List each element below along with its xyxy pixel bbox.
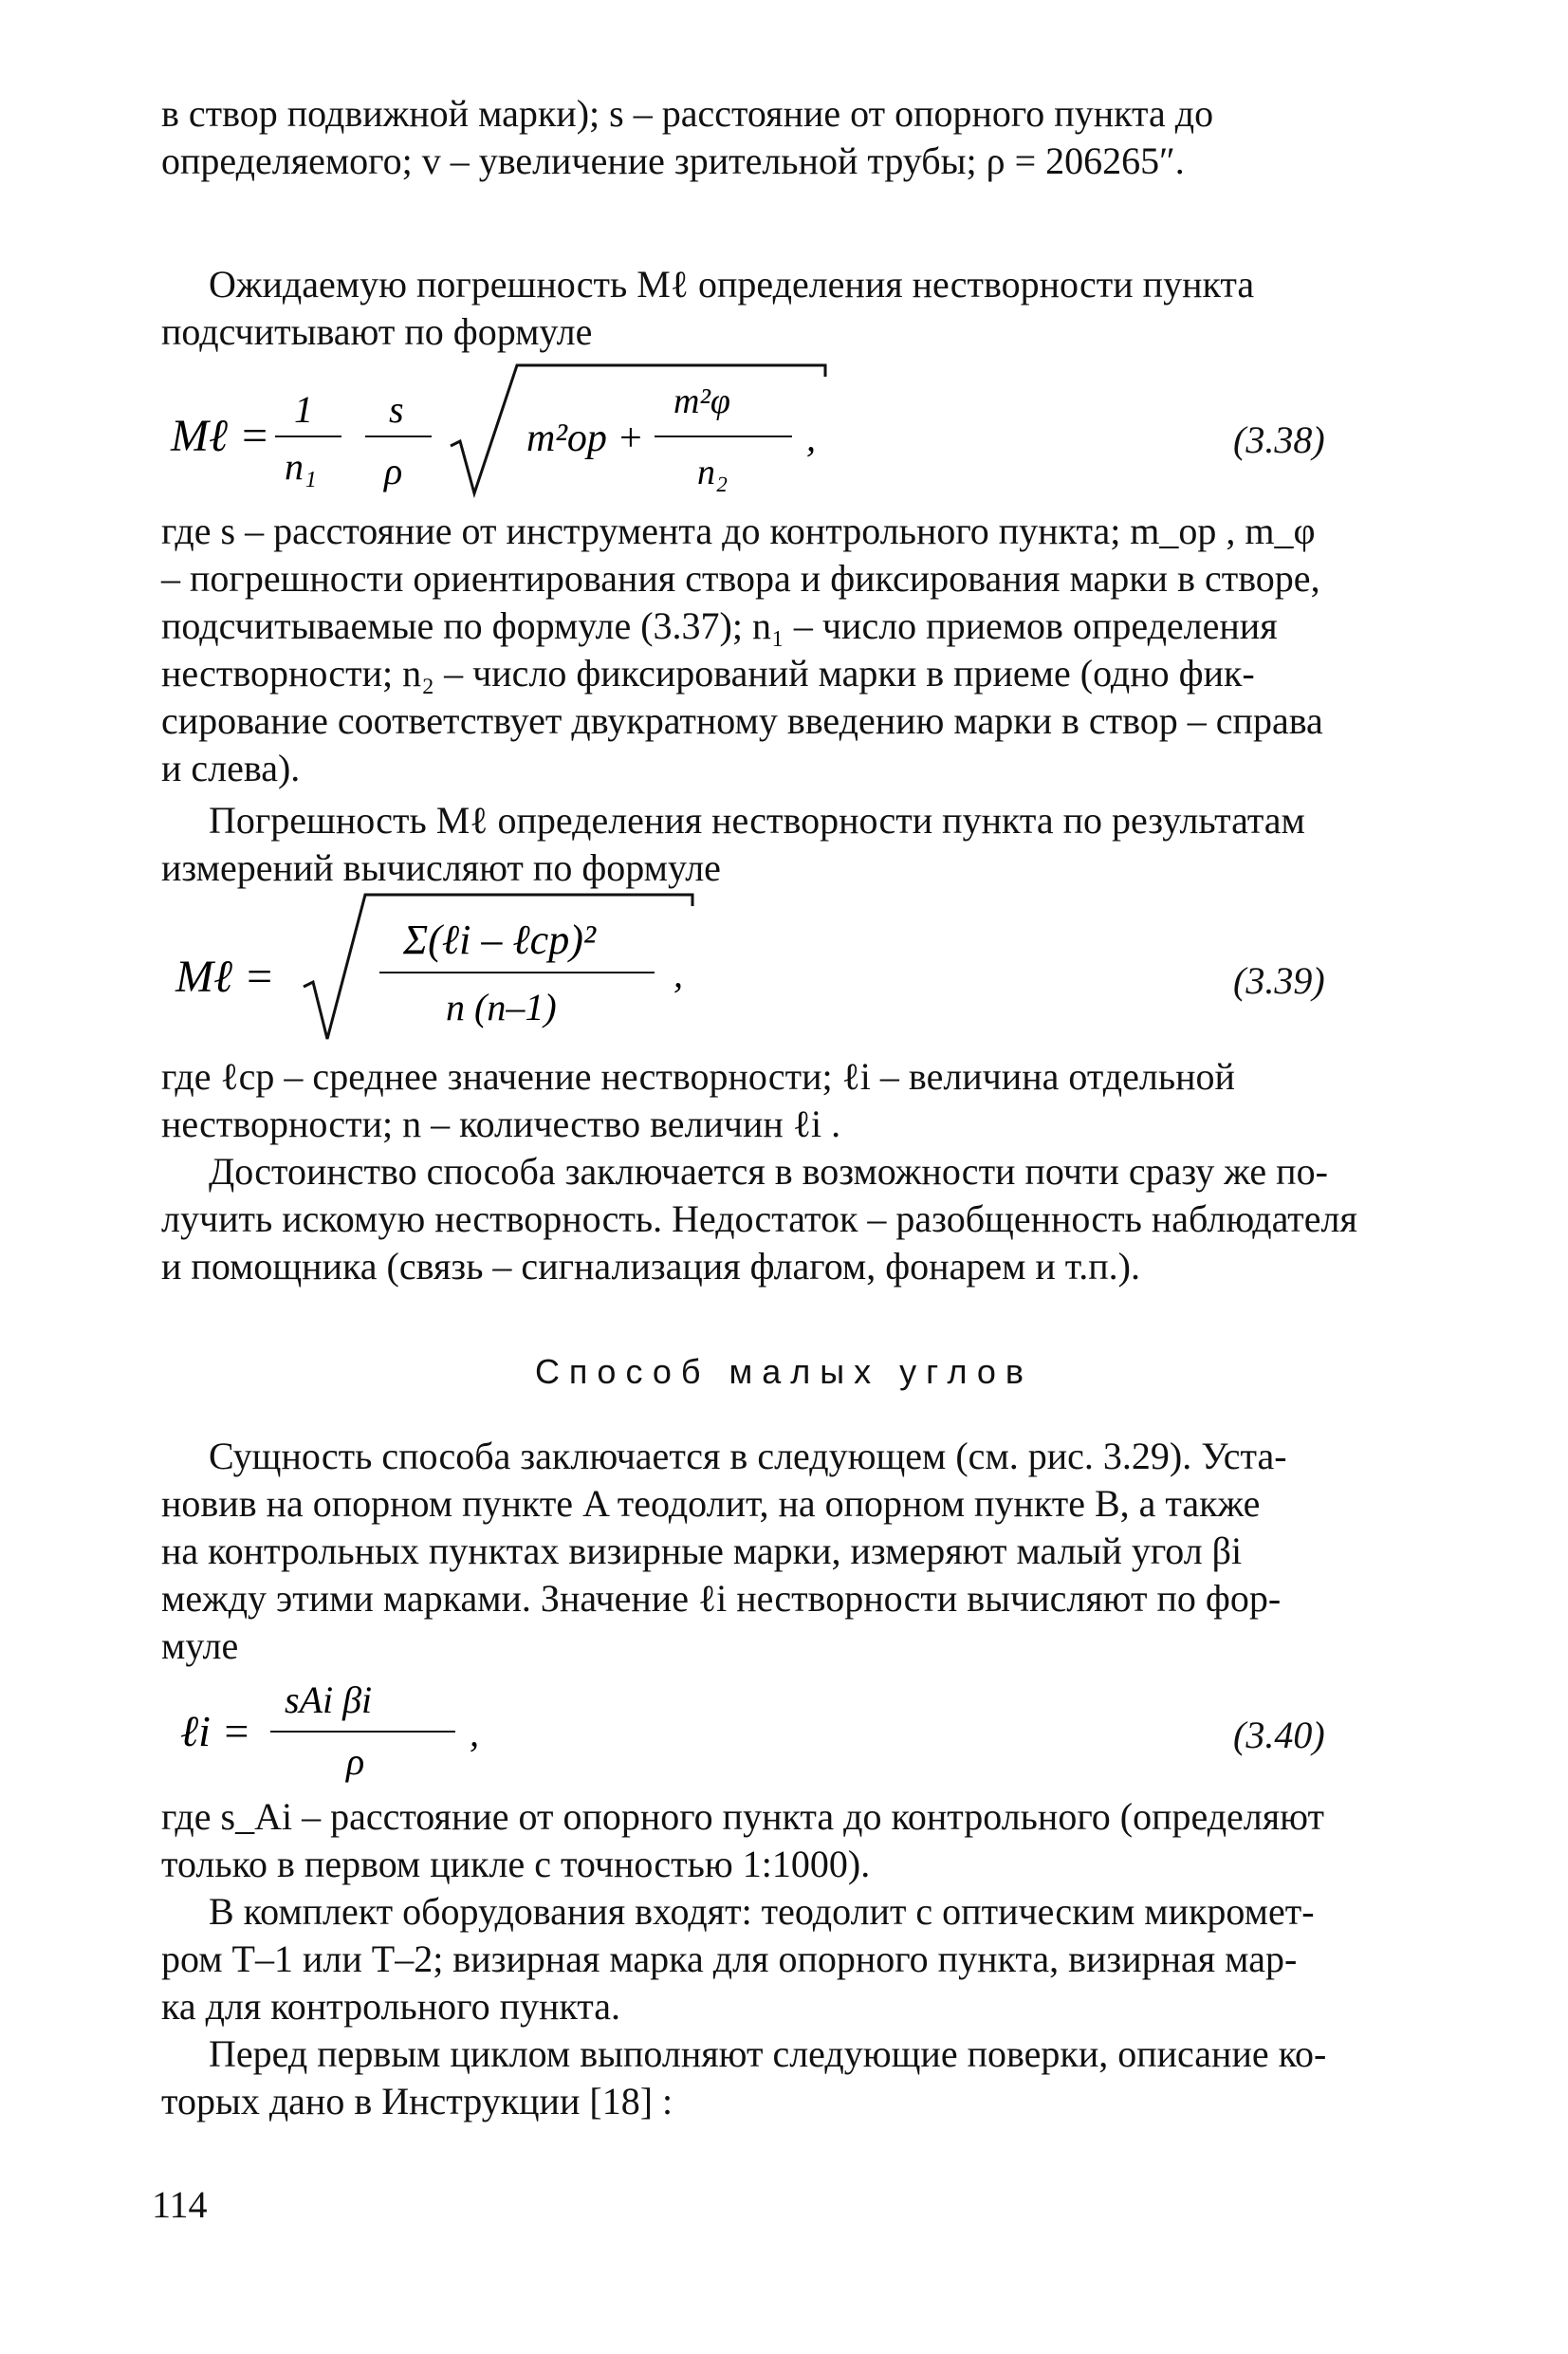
formula-comma: ,: [806, 417, 816, 459]
text-line: между этими марками. Значение ℓi нестворности вычисляют по фор-: [161, 1577, 1282, 1620]
text-line: Ожидаемую погрешность Mℓ определения нестворности пункта: [209, 263, 1255, 306]
fraction-numerator: 1: [294, 388, 313, 431]
text-line: Достоинство способа заключается в возможности почти сразу же по-: [209, 1150, 1328, 1193]
fraction-numerator: s: [389, 388, 404, 431]
paragraph-1: [161, 90, 1404, 185]
text-line: ка для контрольного пункта.: [161, 1985, 621, 2028]
text-line: торых дано в Инструкции [18] :: [161, 2080, 673, 2122]
formula-3-39-graphic: [161, 887, 1404, 1048]
paragraph-7: [161, 1433, 1404, 1670]
paragraph-10: [161, 2030, 1404, 2125]
text-line: только в первом цикле с точностью 1:1000).: [161, 1843, 871, 1885]
formula-lhs: ℓi =: [180, 1707, 251, 1755]
equation-number: (3.38): [1233, 418, 1325, 461]
paragraph-8: [161, 1793, 1404, 1888]
paragraph-4: [161, 797, 1404, 892]
paragraph-5: [161, 1053, 1404, 1148]
formula-3-38: [161, 356, 1404, 508]
equation-number: (3.39): [1233, 959, 1325, 1002]
formula-3-40-graphic: [161, 1670, 1404, 1793]
formula-comma: ,: [673, 953, 683, 995]
text-line: нестворности; n – количество величин ℓi .: [161, 1103, 841, 1145]
text-line: где s – расстояние от инструмента до контрольного пункта; m_op , m_φ: [161, 510, 1316, 552]
fraction-denominator: n₂: [697, 453, 729, 492]
section-heading: Способ малых углов: [534, 1352, 1034, 1391]
fraction-denominator: n (n–1): [446, 986, 557, 1029]
paragraph-2: [161, 261, 1404, 356]
formula-3-38-graphic: [161, 356, 1404, 508]
equation-number: (3.40): [1233, 1714, 1325, 1756]
text-line: подсчитываемые по формуле (3.37); n₁ – число приемов определения: [161, 604, 1278, 647]
text-line: новив на опорном пункте A теодолит, на опорном пункте B, а также: [161, 1482, 1261, 1525]
text-line: где s_Ai – расстояние от опорного пункта до контрольного (определяют: [161, 1795, 1324, 1838]
radicand-term: m²op +: [526, 417, 644, 460]
text-line: нестворности; n₂ – число фиксирований марки в приеме (одно фик-: [161, 652, 1255, 695]
text-line: измерений вычисляют по формуле: [161, 846, 721, 889]
paragraph-6: [161, 1148, 1404, 1290]
text-line: сирование соответствует двукратному введению марки в створ – справа: [161, 699, 1323, 742]
text-line: в створ подвижной марки); s – расстояние от опорного пункта до: [161, 92, 1214, 135]
formula-3-39: [161, 887, 1404, 1048]
text-line: Погрешность Mℓ определения нестворности пункта по результатам: [209, 799, 1305, 842]
text-line: где ℓcp – среднее значение нестворности; ℓi – величина отдельной: [161, 1055, 1235, 1098]
text-line: подсчитывают по формуле: [161, 310, 593, 353]
text-line: Сущность способа заключается в следующем (см. рис. 3.29). Уста-: [209, 1435, 1287, 1477]
text-line: лучить искомую нестворность. Недостаток – разобщенность наблюдателя: [161, 1197, 1357, 1240]
text-line: и помощника (связь – сигнализация флагом, фонарем и т.п.).: [161, 1245, 1140, 1288]
fraction-denominator: ρ: [346, 1740, 365, 1783]
text-line: Перед первым циклом выполняют следующие поверки, описание ко-: [209, 2032, 1327, 2075]
formula-lhs: Mℓ =: [171, 411, 270, 461]
text-line: на контрольных пунктах визирные марки, измеряют малый угол βi: [161, 1529, 1243, 1572]
page-number: 114: [152, 2183, 208, 2226]
text-line: ром Т–1 или Т–2; визирная марка для опорного пункта, визирная мар-: [161, 1937, 1298, 1980]
formula-lhs: Mℓ =: [175, 952, 275, 1002]
formula-comma: ,: [470, 1712, 479, 1754]
text-line: – погрешности ориентирования створа и фиксирования марки в створе,: [161, 557, 1320, 600]
fraction-numerator: Σ(ℓi – ℓcp)²: [403, 917, 597, 963]
fraction-numerator: sAi βi: [285, 1678, 373, 1721]
fraction-denominator: ρ: [384, 450, 403, 492]
text-line: муле: [161, 1624, 239, 1667]
text-line: В комплект оборудования входят: теодолит с оптическим микромет-: [209, 1890, 1315, 1933]
text-line: определяемого; v – увеличение зрительной трубы; ρ = 206265″.: [161, 139, 1185, 182]
text-line: и слева).: [161, 747, 301, 789]
formula-3-40: [161, 1670, 1404, 1793]
paragraph-3: [161, 508, 1404, 792]
fraction-numerator: m²φ: [673, 381, 730, 421]
paragraph-9: [161, 1888, 1404, 2030]
fraction-denominator: n₁: [285, 445, 317, 488]
